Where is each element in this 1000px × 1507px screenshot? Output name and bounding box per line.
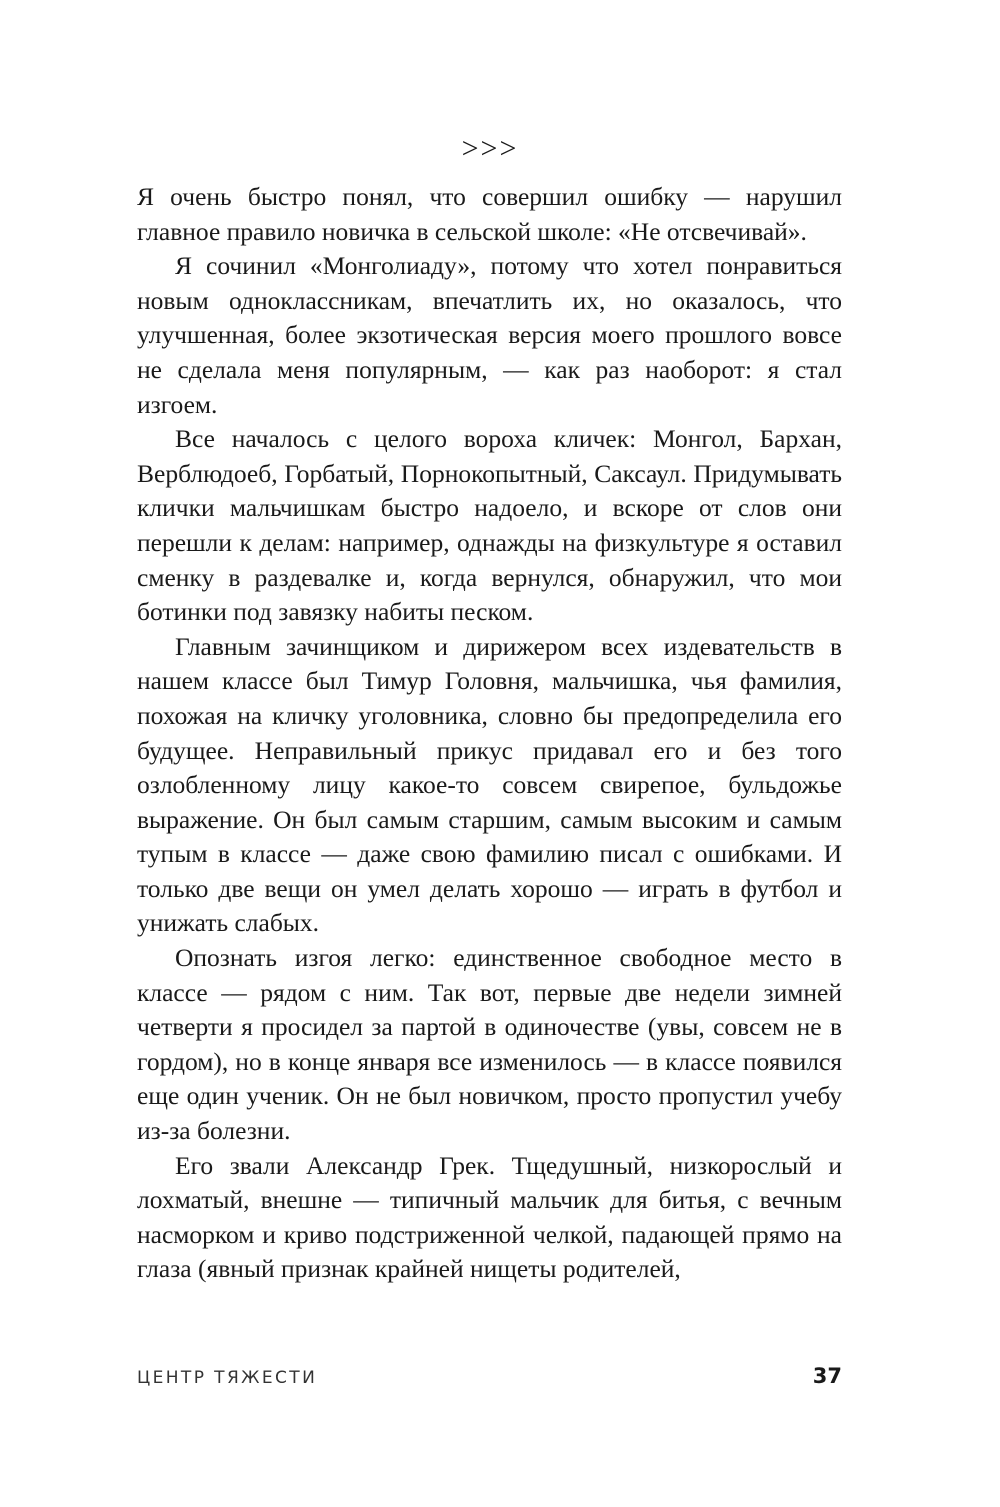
paragraph: Я очень быстро понял, что совершил ошибку — нарушил главное правило новичка в сельской школе: «Не отсвечивай». bbox=[137, 182, 842, 246]
paragraph: Все началось с целого вороха кличек: Монгол, Бархан, Верблюдоеб, Горбатый, Порнокопытный, Саксаул. Придумывать клички мальчишкам быстро надоело, и вскоре от слов они перешли к делам: например, однажды на физкультуре я оставил сменку в раздевалке и, когда вернулся, обнаружил, что мои ботинки под завязку набиты песком. bbox=[137, 424, 842, 627]
paragraph: Я сочинил «Монголиаду», потому что хотел понравиться новым одноклассникам, впечатлить их, но оказалось, что улучшенная, более экзотическая версия моего прошлого вовсе не сделала меня популярным, — как раз наоборот: я стал изгоем. bbox=[137, 251, 842, 419]
paragraph: Его звали Александр Грек. Тщедушный, низкорослый и лохматый, внешне — типичный мальчик для битья, с вечным насморком и криво подстриженной челкой, падающей прямо на глаза (явный признак крайней нищеты родителей, bbox=[137, 1150, 842, 1284]
body-text bbox=[137, 180, 842, 1287]
section-separator: >>> bbox=[461, 132, 519, 165]
paragraph: Главным зачинщиком и дирижером всех издевательств в нашем классе был Тимур Головня, мальчишка, чья фамилия, похожая на кличку уголовника, словно бы предопределила его будущее. Неправильный прикус придавал его и без того озлобленному лицу какое-то совсем свирепое, бульдожье выражение. Он был самым старшим, самым высоким и самым тупым в классе — даже свою фамилию писал с ошибками. И только две вещи он умел делать хорошо — играть в футбол и унижать слабых. bbox=[137, 631, 842, 938]
page-number: 37 bbox=[812, 1364, 842, 1388]
paragraph: Опознать изгоя легко: единственное свободное место в классе — рядом с ним. Так вот, первые две недели зимней четверти я просидел за партой в одиночестве (увы, совсем не в гордом), но в конце января все изменилось — в классе появился еще один ученик. Он не был новичком, просто пропустил учебу из-за болезни. bbox=[137, 943, 842, 1146]
running-footer-title: ЦЕНТР ТЯЖЕСТИ bbox=[137, 1368, 318, 1388]
